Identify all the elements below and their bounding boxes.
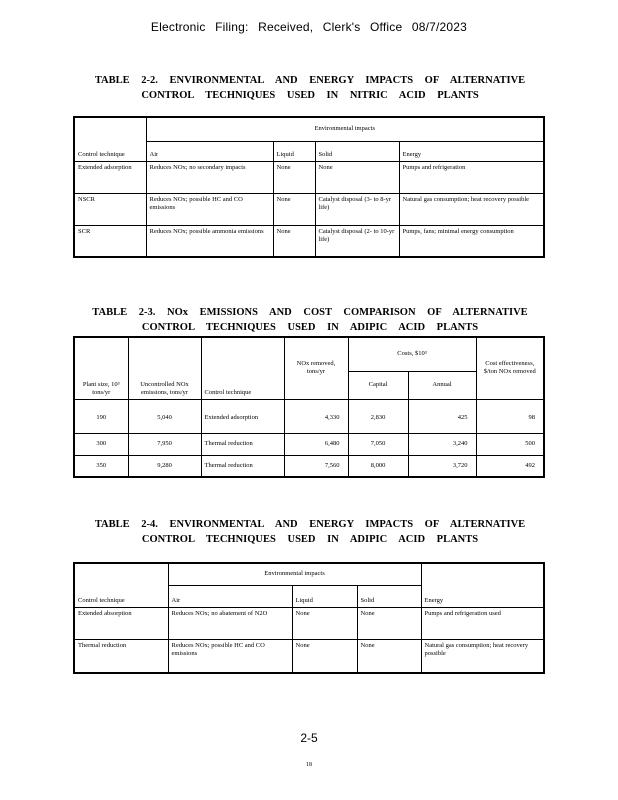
table-cell: Reduces NOx; possible ammonia emissions — [146, 225, 273, 257]
table-cell: None — [273, 225, 315, 257]
filing-header: Electronic Filing: Received, Clerk's Office 08/7/2023 — [150, 20, 468, 34]
table-cell: 2,830 — [348, 399, 408, 433]
table-cell: None — [357, 607, 421, 639]
table-cell: 300 — [74, 433, 128, 455]
table-cell: Pumps and refrigeration used — [421, 607, 544, 639]
table-cell: None — [292, 607, 357, 639]
table22 — [73, 116, 545, 258]
table24-header-liquid: Liquid — [292, 585, 357, 607]
table23-header-size: Plant size, 10³ tons/yr — [74, 337, 128, 399]
table22-header-technique: Control technique — [74, 117, 146, 161]
table-cell: Pumps and refrigeration — [399, 161, 544, 193]
table22-header-energy: Energy — [399, 141, 544, 161]
table-cell: None — [273, 161, 315, 193]
table-cell: Thermal reduction — [201, 455, 284, 477]
table24-title-line1: TABLE 2-4. ENVIRONMENTAL AND ENERGY IMPACTS OF ALTERNATIVE — [94, 519, 526, 530]
table-cell: 8,000 — [348, 455, 408, 477]
table-cell: 7,050 — [348, 433, 408, 455]
table-cell: Catalyst disposal (2- to 10-yr life) — [315, 225, 399, 257]
footer-mark: 18 — [306, 762, 312, 768]
table-cell: Pumps, fans; minimal energy consumption — [399, 225, 544, 257]
table22-title-line2: CONTROL TECHNIQUES USED IN NITRIC ACID PLANTS — [141, 90, 479, 101]
table-cell: 350 — [74, 455, 128, 477]
table-cell: None — [357, 639, 421, 673]
table23-header-capital: Capital — [348, 371, 408, 399]
table22-header-liquid: Liquid — [273, 141, 315, 161]
table-row — [74, 161, 544, 193]
table24-header-group: Environmental impacts — [168, 563, 421, 585]
table23 — [73, 336, 545, 478]
table22-header-solid: Solid — [315, 141, 399, 161]
table23-title-line2: CONTROL TECHNIQUES USED IN ADIPIC ACID PLANTS — [141, 322, 479, 333]
table-cell: 7,560 — [284, 455, 348, 477]
table23-title — [60, 305, 560, 335]
table23-header-effectiveness: Cost effectiveness, $/ton NOx removed — [476, 337, 544, 399]
table23-header-uncontrolled: Uncontrolled NOx emissions, tons/yr — [128, 337, 201, 399]
table24 — [73, 562, 545, 674]
table-row — [74, 225, 544, 257]
table-cell: Reduces NOx; possible HC and CO emissions — [146, 193, 273, 225]
table22-header-group: Environmental impacts — [146, 117, 544, 141]
table24-header-solid: Solid — [357, 585, 421, 607]
table-cell: 500 — [476, 433, 544, 455]
table23-header-costs: Costs, $10³ — [348, 337, 476, 371]
table24-title — [60, 517, 560, 547]
table23-title-line1: TABLE 2-3. NOx EMISSIONS AND COST COMPARISON OF ALTERNATIVE — [92, 307, 528, 318]
table-row — [74, 433, 544, 455]
table-cell: Natural gas consumption; heat recovery possible — [399, 193, 544, 225]
table24-title-line2: CONTROL TECHNIQUES USED IN ADIPIC ACID PLANTS — [141, 534, 479, 545]
table-cell: NSCR — [74, 193, 146, 225]
table23-header-annual: Annual — [408, 371, 476, 399]
table-cell: 6,480 — [284, 433, 348, 455]
table23-header-technique: Control technique — [201, 337, 284, 399]
table-cell: 3,240 — [408, 433, 476, 455]
table-cell: Natural gas consumption; heat recovery possible — [421, 639, 544, 673]
table22-title — [60, 73, 560, 103]
table-cell: SCR — [74, 225, 146, 257]
table-cell: Extended absorption — [74, 607, 168, 639]
table-cell: 4,330 — [284, 399, 348, 433]
table-cell: 98 — [476, 399, 544, 433]
table-cell: None — [273, 193, 315, 225]
table-cell: 7,950 — [128, 433, 201, 455]
table24-header-air: Air — [168, 585, 292, 607]
table-cell: Thermal reduction — [74, 639, 168, 673]
table-row — [74, 455, 544, 477]
table-cell: 5,040 — [128, 399, 201, 433]
table-cell: Catalyst disposal (3- to 8-yr life) — [315, 193, 399, 225]
table-cell: None — [292, 639, 357, 673]
table22-title-line1: TABLE 2-2. ENVIRONMENTAL AND ENERGY IMPACTS OF ALTERNATIVE — [94, 75, 526, 86]
table-cell: 492 — [476, 455, 544, 477]
table-cell: 190 — [74, 399, 128, 433]
table-row — [74, 193, 544, 225]
table-cell: None — [315, 161, 399, 193]
table-cell: Extended adsorption — [201, 399, 284, 433]
table22-header-air: Air — [146, 141, 273, 161]
table-cell: Reduces NOx; possible HC and CO emissions — [168, 639, 292, 673]
table-cell: Reduces NOx; no secondary impacts — [146, 161, 273, 193]
page-number: 2-5 — [300, 731, 318, 745]
table-row — [74, 607, 544, 639]
table-cell: Reduces NOx; no abatement of N2O — [168, 607, 292, 639]
table-row — [74, 399, 544, 433]
table23-header-removed: NOx removed, tons/yr — [284, 337, 348, 399]
table-cell: 425 — [408, 399, 476, 433]
table24-header-energy: Energy — [421, 563, 544, 607]
table-cell: 9,280 — [128, 455, 201, 477]
table-cell: 3,720 — [408, 455, 476, 477]
table-cell: Extended adsorption — [74, 161, 146, 193]
table-row — [74, 639, 544, 673]
table24-header-technique: Control technique — [74, 563, 168, 607]
table-cell: Thermal reduction — [201, 433, 284, 455]
